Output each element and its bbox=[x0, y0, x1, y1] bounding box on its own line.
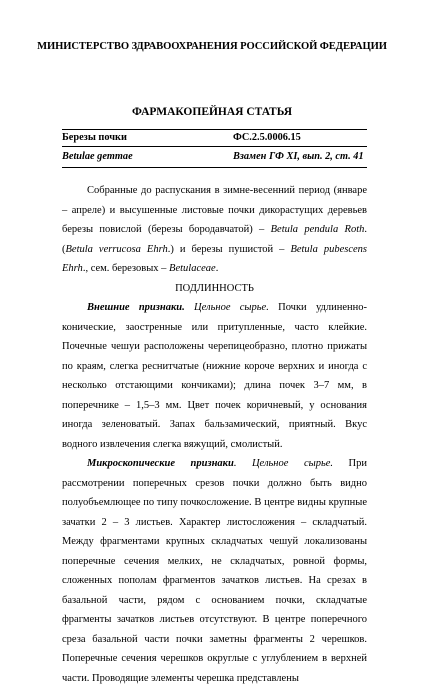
material-type: Цельное сырье. bbox=[194, 302, 269, 313]
intro-paragraph bbox=[62, 181, 367, 279]
replaces-note: Взамен ГФ XI, вып. 2, ст. 41 bbox=[233, 151, 364, 162]
divider bbox=[62, 167, 367, 168]
intro-text: . bbox=[215, 263, 219, 274]
intro-text: ., сем. березовых – bbox=[82, 263, 170, 274]
divider bbox=[62, 129, 367, 130]
latin-name: Betula pubescens Ehrh bbox=[62, 243, 368, 274]
section-title: ПОДЛИННОСТЬ bbox=[175, 282, 254, 294]
latin-name: Betulaceae bbox=[169, 263, 216, 274]
microscopic-features-label: Микроскопические признаки bbox=[87, 458, 234, 469]
divider bbox=[62, 146, 367, 147]
external-features-paragraph bbox=[62, 298, 367, 454]
plant-name-latin: Betulae gemmae bbox=[62, 151, 133, 162]
microscopic-features-text: При рассмотрении поперечных срезов почки должно быть видно полуобъемлющее по типу почкосложение. В центре видны крупные зачатки 2 – 3 листьев. Характер листосложения – складчатый. Между фрагментами крупных складчатых чешуй локализованы поперечные сечения мелких, не складчатых, ровной формы, сложенных пополам фрагментов зачатков листьев. На срезах в базальной части, рядом с основанием почки, складчатые фрагменты зачатков листьев отсутствуют. В центре поперечного среза базальной части почки заметны фрагменты 2 черешков. Поперечные сечения черешков округлые с углублением в верхней части. Проводящие элементы черешка представлены bbox=[62, 458, 368, 684]
intro-text: Собранные до распускания в зимне-весенний период (январе – апреле) и высушенные листовые почки дикорастущих деревьев березы повислой (березы бородавчатой) – bbox=[62, 185, 367, 235]
separator: . bbox=[233, 458, 252, 469]
material-type: Цельное сырье. bbox=[251, 458, 334, 469]
plant-name-ru: Березы почки bbox=[62, 132, 127, 143]
microscopic-features-paragraph bbox=[62, 454, 367, 688]
latin-name: Betula verrucosa Ehrh bbox=[65, 243, 168, 255]
intro-text: .) и березы пушистой – bbox=[167, 243, 291, 255]
ministry-heading: МИНИСТЕРСТВО ЗДРАВООХРАНЕНИЯ РОССИЙСКОЙ ФЕДЕРАЦИИ bbox=[37, 41, 387, 52]
article-title: ФАРМАКОПЕЙНАЯ СТАТЬЯ bbox=[131, 106, 293, 118]
external-features-label: Внешние признаки. bbox=[87, 302, 185, 313]
article-code: ФС.2.5.0006.15 bbox=[233, 132, 301, 143]
latin-name: Betula pendula Roth bbox=[270, 224, 365, 235]
article-body bbox=[62, 181, 367, 688]
intro-text: . ( bbox=[62, 224, 367, 255]
external-features-text: Почки удлиненно-конические, заостренные или притупленные, часто клейкие. Почечные чешуи расположены черепицеобразно, плотно прижаты по краям, слегка реснитчатые (нижние короче верхних и иногда с несколько отстающими кончиками); длина почек 3–7 мм, в поперечнике – 1,5–3 мм. Цвет почек коричневый, у основания иногда зеленоватый. Запах бальзамический, приятный. Вкус водного извлечения слегка вяжущий, смолистый. bbox=[62, 302, 368, 450]
